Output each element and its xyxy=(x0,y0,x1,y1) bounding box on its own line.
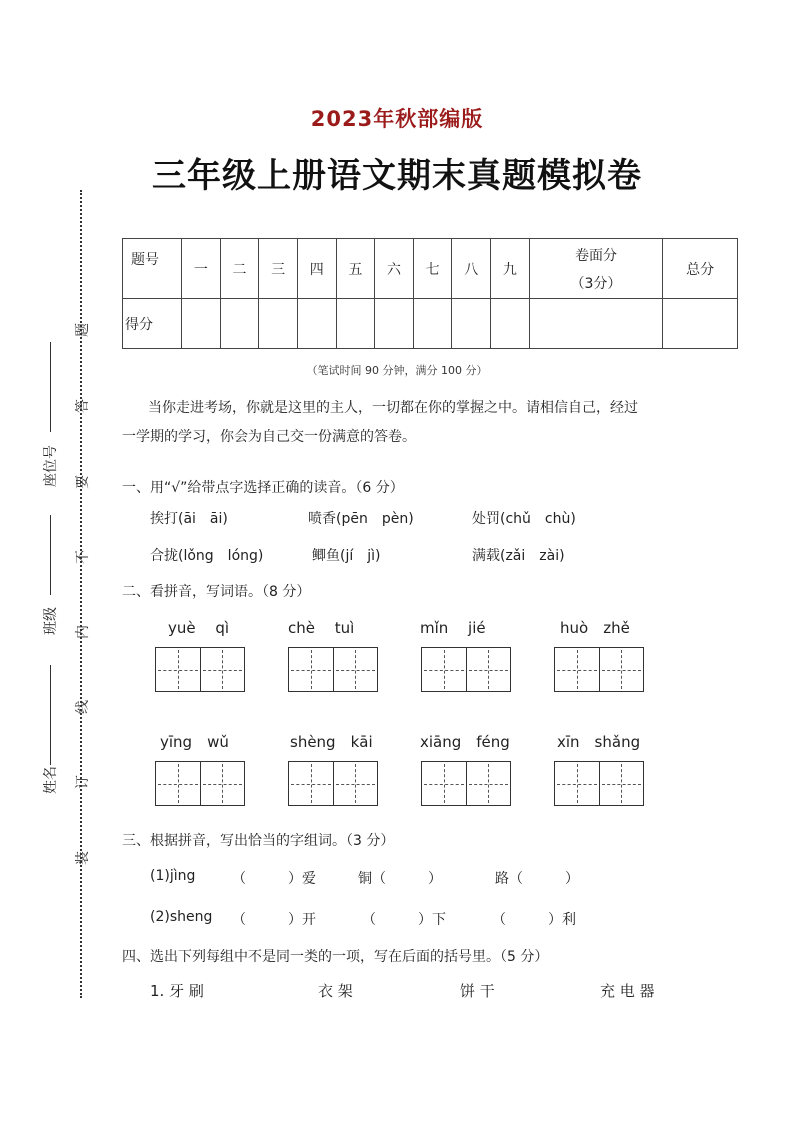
fill-blank[interactable]: 铜（ ） xyxy=(358,871,442,887)
col-total: 总分 xyxy=(663,239,738,299)
pinyin-label: mǐn jié xyxy=(420,619,486,637)
score-cell[interactable] xyxy=(375,299,414,349)
section-2-heading: 二、看拼音，写词语。（8 分） xyxy=(122,584,311,600)
score-row xyxy=(123,299,738,349)
col-presentation-sub: （3分） xyxy=(570,275,622,292)
score-cell[interactable] xyxy=(220,299,259,349)
name-label: 姓名 xyxy=(43,766,59,794)
binding-dotted-line xyxy=(80,190,82,998)
writing-grid[interactable] xyxy=(421,761,511,806)
col-presentation xyxy=(529,239,663,299)
col-presentation-label: 卷面分 xyxy=(574,247,617,264)
binding-char: 内 xyxy=(75,625,91,639)
seat-number-label: 座位号 xyxy=(43,445,59,487)
section-3-heading: 三、根据拼音，写出恰当的字组词。（3 分） xyxy=(122,833,395,849)
pinyin-label: yuè qì xyxy=(168,619,230,637)
group-item: 衣 架 xyxy=(318,982,353,1000)
page-title: 三年级上册语文期末真题模拟卷 xyxy=(152,156,642,196)
intro-line-1: 当你走进考场，你就是这里的主人，一切都在你的掌握之中。请相信自己，经过 xyxy=(148,400,638,416)
pronunciation-item[interactable]: 挨打(āi āi) xyxy=(150,511,228,527)
pinyin-label: huò zhě xyxy=(560,619,630,637)
score-table xyxy=(122,238,738,349)
pinyin-label: chè tuì xyxy=(288,619,355,637)
pinyin-label: shèng kāi xyxy=(290,733,373,751)
fill-blank[interactable]: （ ）开 xyxy=(232,912,316,928)
fill-blank[interactable]: 路（ ） xyxy=(495,871,579,887)
score-cell[interactable] xyxy=(663,299,738,349)
score-cell[interactable] xyxy=(491,299,530,349)
col-7: 七 xyxy=(413,239,452,299)
intro-line-2: 一学期的学习，你会为自己交一份满意的答卷。 xyxy=(122,429,416,445)
pronunciation-item[interactable]: 喷香(pēn pèn) xyxy=(308,511,414,527)
col-1: 一 xyxy=(182,239,221,299)
writing-grid[interactable] xyxy=(155,761,245,806)
class-label: 班级 xyxy=(43,607,59,635)
col-2: 二 xyxy=(220,239,259,299)
seat-number-line xyxy=(50,342,51,432)
section-1-heading: 一、用“√”给带点字选择正确的读音。（6 分） xyxy=(122,480,404,496)
pinyin-label: xiāng féng xyxy=(420,733,510,751)
group-item: 1. 牙 刷 xyxy=(150,982,204,1000)
pronunciation-item[interactable]: 合拢(lǒng lóng) xyxy=(150,548,264,564)
col-6: 六 xyxy=(375,239,414,299)
score-table-header-row xyxy=(123,239,738,299)
fill-prompt: (2)sheng xyxy=(150,909,213,925)
fill-prompt: (1)jìng xyxy=(150,868,196,884)
col-8: 八 xyxy=(452,239,491,299)
section-4-heading: 四、选出下列每组中不是同一类的一项，写在后面的括号里。（5 分） xyxy=(122,949,549,965)
score-cell[interactable] xyxy=(182,299,221,349)
writing-grid[interactable] xyxy=(421,647,511,692)
binding-char: 答 xyxy=(75,399,91,413)
pinyin-label: yīng wǔ xyxy=(160,733,229,751)
writing-grid[interactable] xyxy=(288,647,378,692)
writing-grid[interactable] xyxy=(554,647,644,692)
name-line xyxy=(50,665,51,765)
score-cell[interactable] xyxy=(259,299,298,349)
score-cell[interactable] xyxy=(452,299,491,349)
score-label: 得分 xyxy=(123,299,182,349)
writing-grid[interactable] xyxy=(554,761,644,806)
pronunciation-item[interactable]: 鲫鱼(jí jì) xyxy=(312,548,381,564)
binding-char: 订 xyxy=(75,775,91,789)
exam-note: （笔试时间 90 分钟，满分 100 分） xyxy=(306,364,488,377)
fill-blank[interactable]: （ ）爱 xyxy=(232,871,316,887)
pinyin-label: xīn shǎng xyxy=(557,733,641,751)
group-item: 饼 干 xyxy=(460,982,495,1000)
binding-char: 线 xyxy=(75,700,91,714)
binding-char: 要 xyxy=(75,475,91,489)
score-cell[interactable] xyxy=(297,299,336,349)
edition-title: 2023年秋部编版 xyxy=(310,107,484,131)
col-9: 九 xyxy=(491,239,530,299)
class-line xyxy=(50,515,51,595)
binding-char: 不 xyxy=(75,550,91,564)
fill-blank[interactable]: （ ）利 xyxy=(492,912,576,928)
binding-char: 题 xyxy=(75,323,91,337)
col-4: 四 xyxy=(297,239,336,299)
pronunciation-item[interactable]: 处罚(chǔ chù) xyxy=(472,511,576,527)
score-cell[interactable] xyxy=(413,299,452,349)
score-cell[interactable] xyxy=(529,299,663,349)
col-question-number: 题号 xyxy=(123,239,182,299)
col-3: 三 xyxy=(259,239,298,299)
writing-grid[interactable] xyxy=(288,761,378,806)
fill-blank[interactable]: （ ）下 xyxy=(362,912,446,928)
group-item: 充 电 器 xyxy=(600,982,655,1000)
writing-grid[interactable] xyxy=(155,647,245,692)
pronunciation-item[interactable]: 满载(zǎi zài) xyxy=(472,548,565,564)
binding-char: 装 xyxy=(75,851,91,865)
score-cell[interactable] xyxy=(336,299,375,349)
col-5: 五 xyxy=(336,239,375,299)
